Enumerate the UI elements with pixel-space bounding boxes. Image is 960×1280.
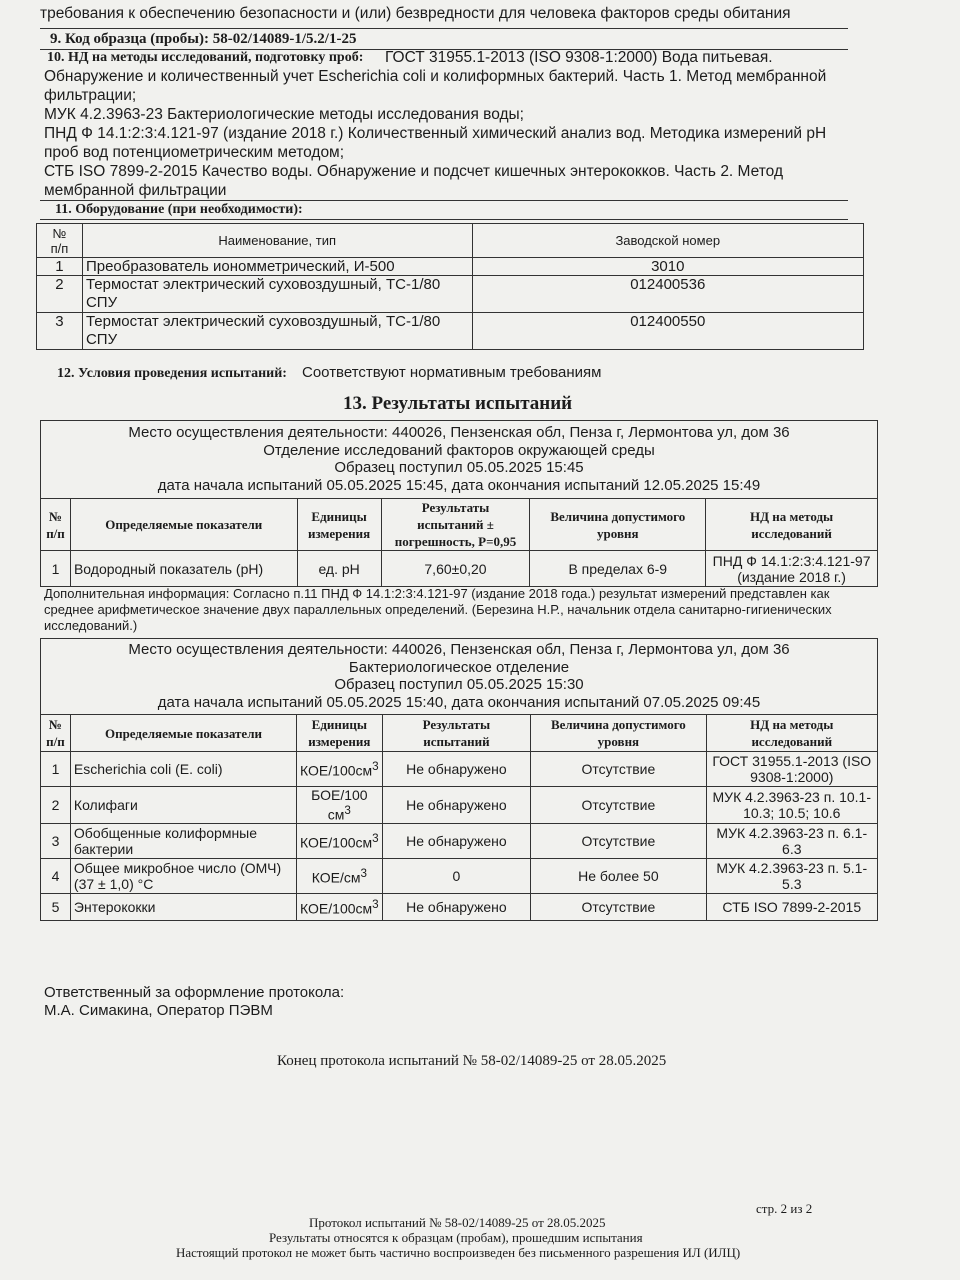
responsible-label: Ответственный за оформление протокола: bbox=[44, 984, 345, 1001]
results-title: 13. Результаты испытаний bbox=[343, 393, 573, 414]
divider bbox=[40, 28, 848, 29]
end-of-protocol: Конец протокола испытаний № 58-02/14089-25 от 28.05.2025 bbox=[277, 1053, 667, 1069]
footer-protocol: Протокол испытаний № 58-02/14089-25 от 28.05.2025 bbox=[309, 1215, 606, 1230]
col-name: Наименование, тип bbox=[82, 224, 472, 258]
sample-received: Образец поступил 05.05.2025 15:30 bbox=[334, 676, 584, 693]
table-row: 1 Преобразователь иономметрический, И-500 3010 bbox=[37, 258, 864, 276]
page-number: стр. 2 из 2 bbox=[756, 1201, 813, 1216]
lab-address: Место осуществления деятельности: 440026, Пензенская обл, Пенза г, Лермонтова ул, дом 36 bbox=[128, 641, 790, 658]
equipment-table bbox=[36, 223, 864, 350]
lab-block-bacteriology bbox=[40, 638, 878, 714]
methods-line: ГОСТ 31955.1-2013 (ISO 9308-1:2000) Вода питьевая. bbox=[385, 49, 773, 66]
results-table-env bbox=[40, 498, 878, 587]
col-number: № п/п bbox=[37, 224, 83, 258]
footer-copy-note: Настоящий протокол не может быть частично воспроизведен без письменного разрешения ИЛ (ИЛЦ) bbox=[176, 1245, 741, 1260]
test-dates: дата начала испытаний 05.05.2025 15:45, дата окончания испытаний 12.05.2025 15:49 bbox=[157, 476, 761, 494]
results-table-bacteriology bbox=[40, 714, 878, 921]
footer-results-note: Результаты относятся к образцам (пробам), прошедшим испытания bbox=[269, 1230, 643, 1245]
divider bbox=[40, 219, 848, 220]
methods-label: 10. НД на методы исследований, подготовку проб: bbox=[47, 50, 364, 65]
additional-info: Дополнительная информация: Согласно п.11 ПНД Ф 14.1:2:3:4.121-97 (издание 2018 года.) результат измерений представлен как среднее арифметическое значение двух параллельных определений. (Березина Н.Р., начальник отдела санитарно-гигиенических исследований.) bbox=[44, 586, 832, 633]
table-row: 1 Водородный показатель (pH) ед. pH 7,60±0,20 В пределах 6-9 ПНД Ф 14.1:2:3:4.121-97 (издание 2018 г.) bbox=[41, 551, 878, 587]
methods-line: ПНД Ф 14.1:2:3:4.121-97 (издание 2018 г.) Количественный химический анализ вод. Методика измерений pH bbox=[44, 125, 827, 142]
table-row: 5 Энтерококки КОЕ/$100см^3$ Не обнаружено Отсутствие СТБ ISO 7899-2-2015 bbox=[41, 893, 878, 920]
equipment-header-row bbox=[37, 224, 864, 258]
sample-received: Образец поступил 05.05.2025 15:45 bbox=[334, 459, 584, 476]
lab-block-env bbox=[40, 420, 878, 498]
table-row: 2 Термостат электрический суховоздушный, ТС-1/80 СПУ 012400536 bbox=[37, 276, 864, 313]
requirements-line: требования к обеспечению безопасности и (или) безвредности для человека факторов среды обитания bbox=[40, 5, 791, 22]
lab-department: Бактериологическое отделение bbox=[348, 658, 570, 676]
table-row: 1 Escherichia coli (E. coli) КОЕ/$100см^3$ Не обнаружено Отсутствие ГОСТ 31955.1-2013 (ISO 9308-1:2000) bbox=[41, 752, 878, 787]
col-serial: Заводской номер bbox=[472, 224, 863, 258]
methods-line: Обнаружение и количественный учет Escherichia coli и колиформных бактерий. Часть 1. Метод мембранной bbox=[44, 68, 827, 85]
test-dates: дата начала испытаний 05.05.2025 15:40, дата окончания испытаний 07.05.2025 09:45 bbox=[157, 693, 761, 711]
methods-line: МУК 4.2.3963-23 Бактериологические методы исследования воды; bbox=[44, 106, 524, 123]
responsible-name: М.А. Симакина, Оператор ПЭВМ bbox=[44, 1002, 273, 1019]
methods-line: проб вод потенциометрическим методом; bbox=[44, 144, 345, 161]
methods-line: СТБ ISO 7899-2-2015 Качество воды. Обнаружение и подсчет кишечных энтерококков. Часть 2. Метод bbox=[44, 163, 783, 180]
table-row: 3 Термостат электрический суховоздушный, ТС-1/80 СПУ 012400550 bbox=[37, 313, 864, 350]
table-row: 4 Общее микробное число (ОМЧ) (37 ± 1,0) °С КОЕ/$см^3$ 0 Не более 50 МУК 4.2.3963-23 п. 5.1- 5.3 bbox=[41, 858, 878, 893]
divider bbox=[40, 200, 848, 201]
table-row: 3 Обобщенные колиформные бактерии КОЕ/$100см^3$ Не обнаружено Отсутствие МУК 4.2.3963-23 п. 6.1- 6.3 bbox=[41, 823, 878, 858]
lab-address: Место осуществления деятельности: 440026, Пензенская обл, Пенза г, Лермонтова ул, дом 36 bbox=[128, 424, 790, 441]
methods-line: фильтрации; bbox=[44, 87, 137, 104]
table-row: 2 Колифаги БОЕ/100 $см^3$ Не обнаружено Отсутствие МУК 4.2.3963-23 п. 10.1- 10.3; 10.5; 10.6 bbox=[41, 787, 878, 824]
sample-code: 9. Код образца (пробы): 58-02/14089-1/5.2/1-25 bbox=[50, 31, 357, 47]
conditions-label: 12. Условия проведения испытаний: bbox=[57, 366, 287, 381]
methods-line: мембранной фильтрации bbox=[44, 182, 227, 199]
results-header-row: № п/п Определяемые показатели Единицы измерения Результаты испытаний Величина допустимого уровня НД на методы исследований bbox=[41, 715, 878, 752]
lab-department: Отделение исследований факторов окружающей среды bbox=[263, 441, 655, 459]
conditions-value: Соответствуют нормативным требованиям bbox=[302, 364, 602, 381]
results-header-row: № п/п Определяемые показатели Единицы измерения Результаты испытаний ± погрешность, P=0,95 Величина допустимого уровня НД на методы исследований bbox=[41, 499, 878, 551]
equipment-label: 11. Оборудование (при необходимости): bbox=[55, 202, 303, 217]
